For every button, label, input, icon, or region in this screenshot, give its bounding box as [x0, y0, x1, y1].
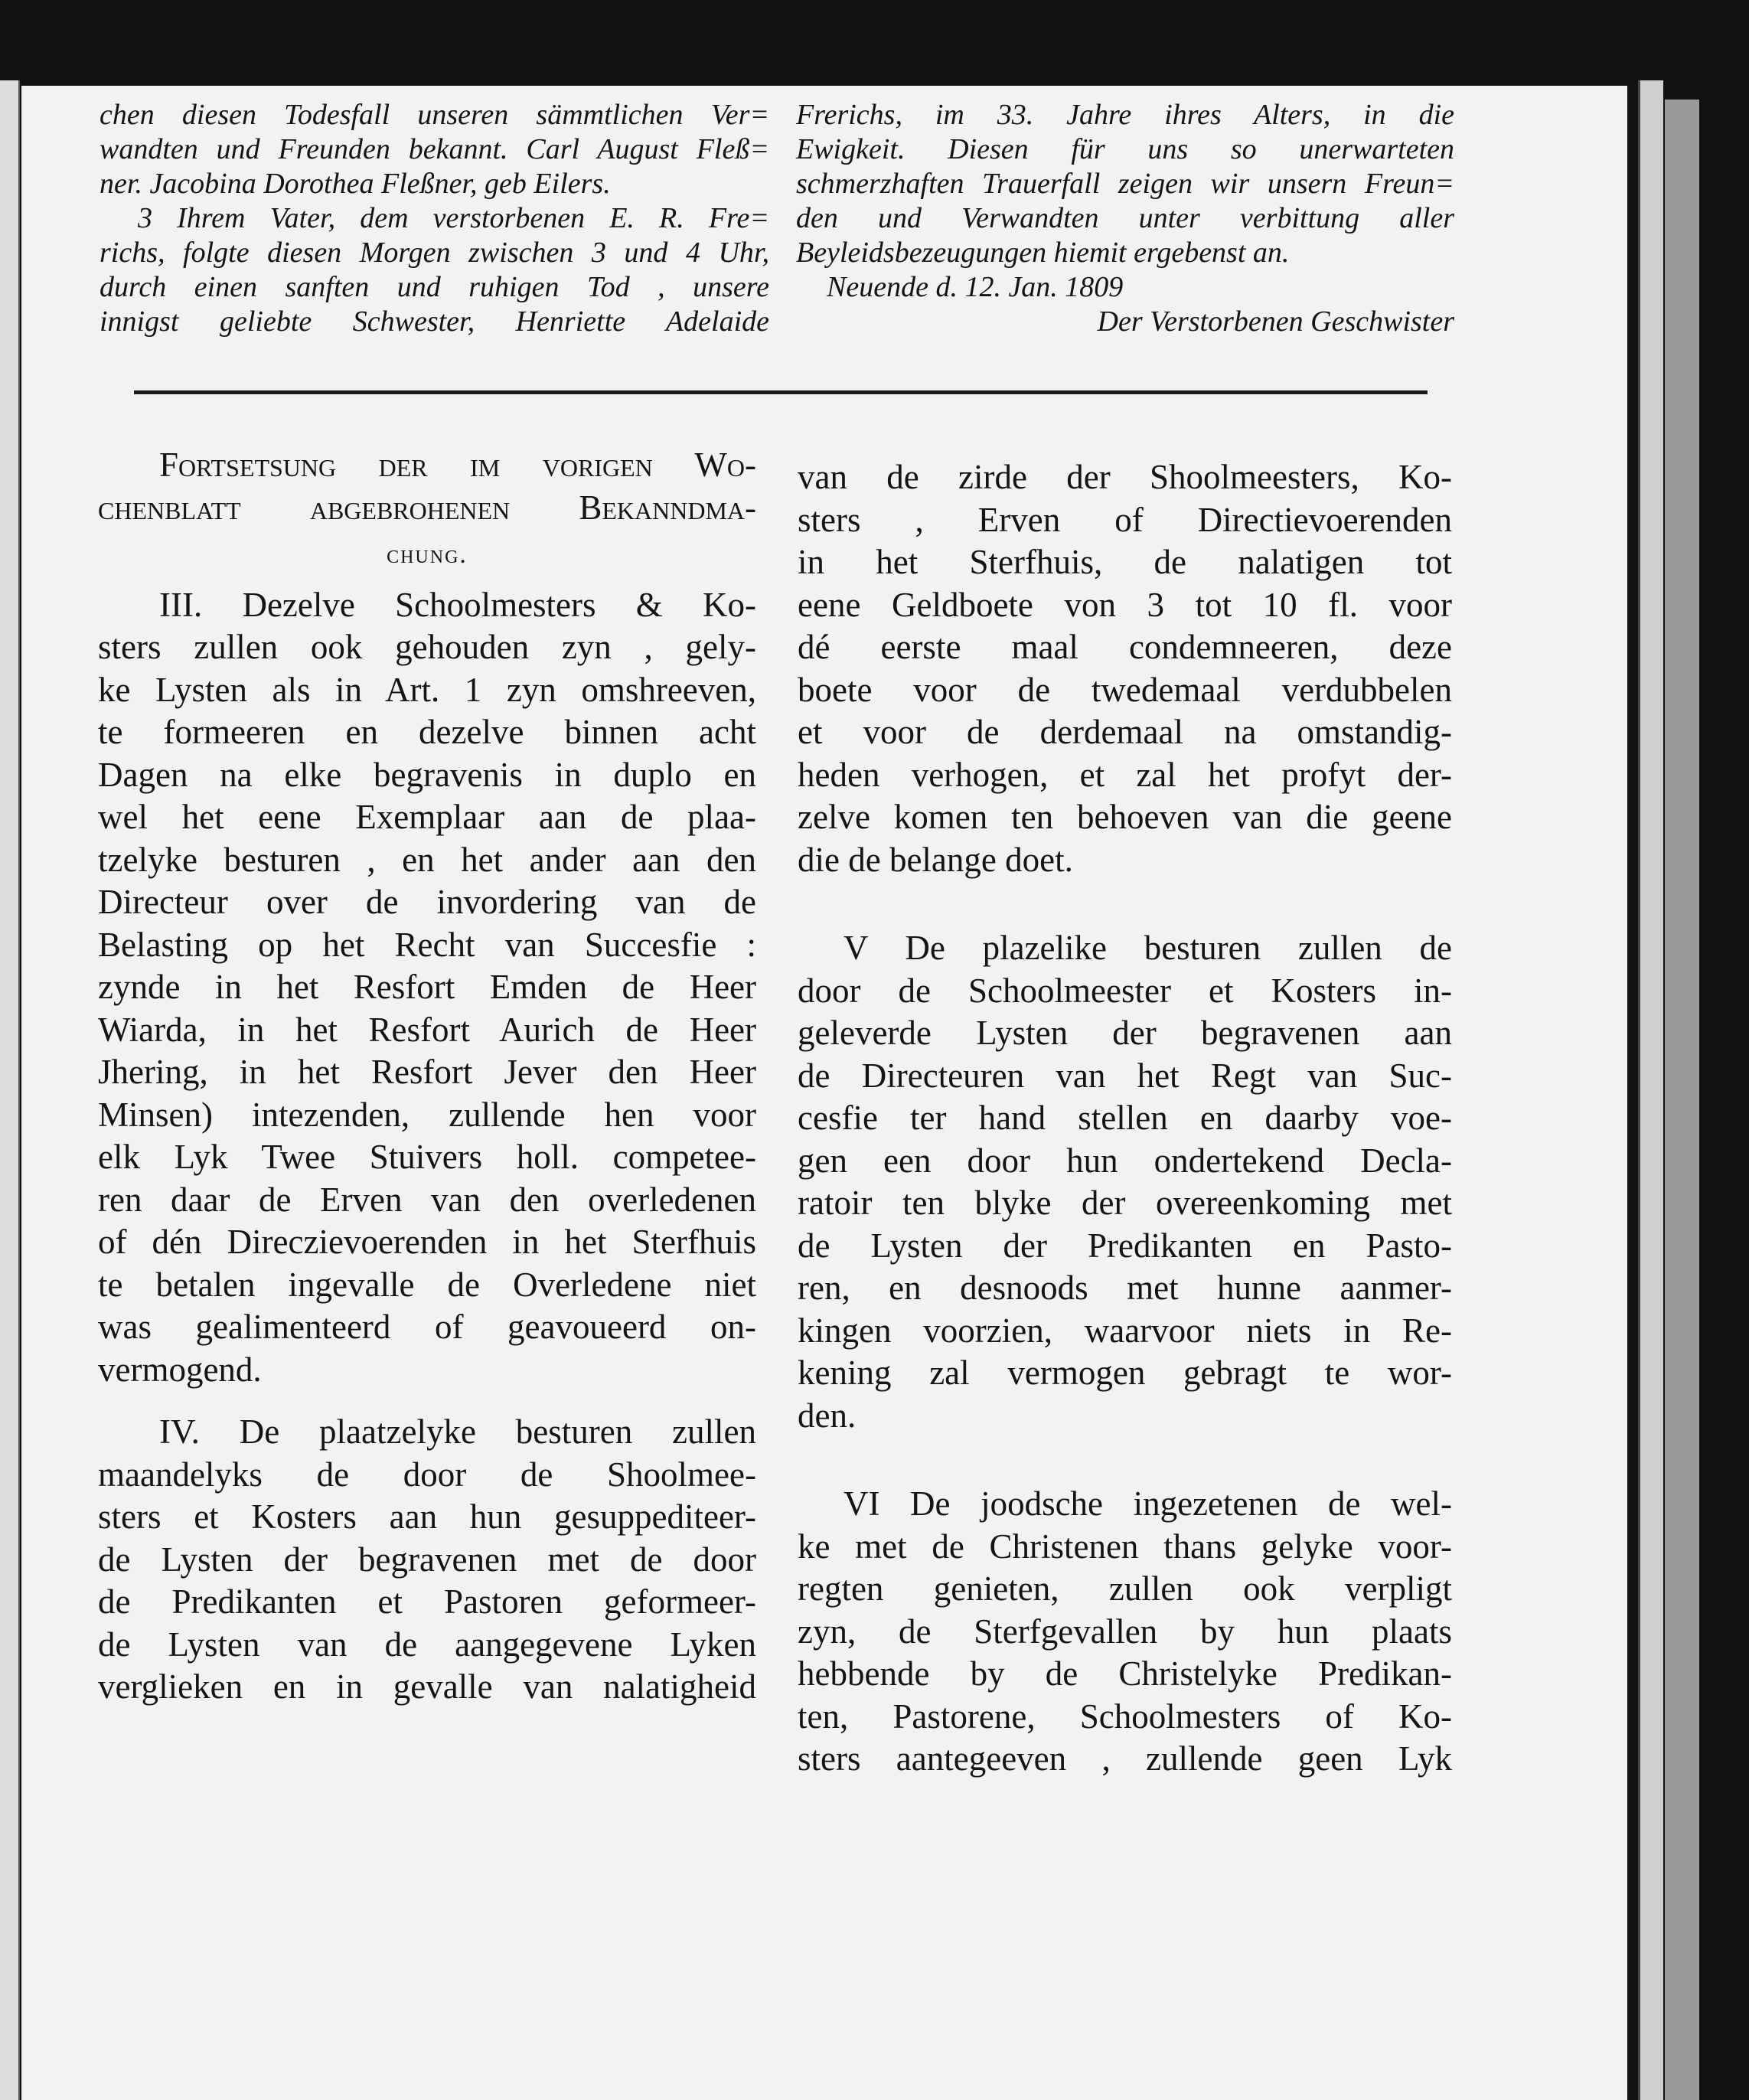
article-line: hebbende by de Christelyke Predikan-: [798, 1654, 1452, 1693]
notice-line: Ewigkeit. Diesen für uns so unerwarteten: [796, 133, 1454, 165]
notice-line: ner. Jacobina Dorothea Fleßner, geb Eilers.: [100, 168, 611, 200]
article-line: sters aantegeeven , zullende geen Lyk: [798, 1739, 1452, 1778]
announcement-left-column: [98, 444, 756, 1709]
article-line: was gealimenteerd of geavoueerd on-: [98, 1308, 756, 1346]
article-line: ke Lysten als in Art. 1 zyn omshreeven,: [98, 670, 756, 709]
article-line: de Lysten van de aangegevene Lyken: [98, 1625, 756, 1664]
announcement-heading: Fortsetsung der im vorigen Wo-: [159, 446, 756, 484]
article-line: ren daar de Erven van den overledenen: [98, 1180, 756, 1219]
article-line: de Lysten der Predikanten en Pasto-: [798, 1226, 1452, 1265]
notice-line: 3 Ihrem Vater, dem verstorbenen E. R. Fre=: [138, 202, 769, 234]
page-stack-edge: [1665, 100, 1699, 2100]
article-line: VI De joodsche ingezetenen de wel-: [844, 1484, 1452, 1523]
article-line: tzelyke besturen , en het ander aan den: [98, 840, 756, 879]
article-line: gen een door hun ondertekend Decla-: [798, 1141, 1452, 1180]
notice-line: durch einen sanften und ruhigen Tod , unsere: [100, 271, 769, 303]
article-line: verglieken en in gevalle van nalatigheid: [98, 1667, 756, 1706]
article-line: kingen voorzien, waarvoor niets in Re-: [798, 1311, 1452, 1350]
notice-right-column: [796, 98, 1454, 339]
notice-date: Neuende d. 12. Jan. 1809: [827, 271, 1124, 303]
page-edge-right: [1638, 80, 1663, 2100]
announcement-heading-end: chung.: [387, 541, 468, 569]
article-line: door de Schoolmeester et Kosters in-: [798, 971, 1452, 1010]
article-line: Minsen) intezenden, zullende hen voor: [98, 1095, 756, 1134]
notice-line: Frerichs, im 33. Jahre ihres Alters, in die: [796, 99, 1454, 131]
article-line: IV. De plaatzelyke besturen zullen: [159, 1413, 756, 1451]
article-line: Belasting op het Recht van Succesfie :: [98, 925, 756, 964]
notice-line: den und Verwandten unter verbittung aller: [796, 202, 1454, 234]
article-line: wel het eene Exemplaar aan de plaa-: [98, 798, 756, 836]
section-divider: [134, 390, 1428, 394]
article-line: zyn, de Sterfgevallen by hun plaats: [798, 1612, 1452, 1651]
article-line: vermogend.: [98, 1350, 262, 1389]
article-line: et voor de derdemaal na omstandig-: [798, 713, 1452, 751]
article-line: Wiarda, in het Resfort Aurich de Heer: [98, 1010, 756, 1049]
article-line: III. Dezelve Schoolmesters & Ko-: [159, 585, 756, 624]
article-line: ke met de Christenen thans gelyke voor-: [798, 1527, 1452, 1566]
article-line: eene Geldboete von 3 tot 10 fl. voor: [798, 585, 1452, 624]
notice-line: wandten und Freunden bekannt. Carl August Fleß=: [100, 133, 769, 165]
article-line: Dagen na elke begravenis in duplo en: [98, 755, 756, 794]
article-line: te formeeren en dezelve binnen acht: [98, 713, 756, 751]
article-line: zynde in het Resfort Emden de Heer: [98, 968, 756, 1006]
article-line: V De plazelike besturen zullen de: [844, 929, 1452, 967]
article-line: heden verhogen, et zal het profyt der-: [798, 755, 1452, 794]
article-line: sters et Kosters aan hun gesuppediteer-: [98, 1497, 756, 1536]
article-line: te betalen ingevalle de Overledene niet: [98, 1265, 756, 1304]
notice-line: richs, folgte diesen Morgen zwischen 3 und 4 Uhr,: [100, 237, 769, 269]
article-line: die de belange doet.: [798, 840, 1073, 879]
article-line: elk Lyk Twee Stuivers holl. competee-: [98, 1138, 756, 1176]
article-line: cesfie ter hand stellen en daarby voe-: [798, 1099, 1452, 1137]
article-line: zelve komen ten behoeven van die geene: [798, 798, 1452, 836]
article-line: of dén Direczievoerenden in het Sterfhuis: [98, 1223, 756, 1261]
notice-line: Beyleidsbezeugungen hiemit ergebenst an.: [796, 237, 1290, 269]
notice-left-column: [100, 98, 769, 339]
article-line: de Lysten der begravenen met de door: [98, 1540, 756, 1579]
article-line: ten, Pastorene, Schoolmesters of Ko-: [798, 1697, 1452, 1736]
notice-line: chen diesen Todesfall unseren sämmtlichen Ver=: [100, 99, 769, 131]
notice-line: schmerzhaften Trauerfall zeigen wir unsern Freun=: [796, 168, 1454, 200]
article-line: sters , Erven of Directievoerenden: [798, 500, 1452, 539]
announcement-right-column: [798, 456, 1452, 1781]
article-line: van de zirde der Shoolmeesters, Ko-: [798, 458, 1452, 496]
article-line: boete voor de twedemaal verdubbelen: [798, 670, 1452, 709]
article-line: ratoir ten blyke der overeenkoming met: [798, 1184, 1452, 1222]
article-line: sters zullen ook gehouden zyn , gely-: [98, 628, 756, 666]
article-line: geleverde Lysten der begravenen aan: [798, 1014, 1452, 1052]
article-line: kening zal vermogen gebragt te wor-: [798, 1354, 1452, 1392]
article-line: maandelyks de door de Shoolmee-: [98, 1455, 756, 1494]
notice-signature: Der Verstorbenen Geschwister: [1097, 305, 1454, 338]
book-spine-left: [0, 80, 20, 2100]
article-line: Jhering, in het Resfort Jever den Heer: [98, 1053, 756, 1091]
announcement-heading: chenblatt abgebrohenen Bekanndma-: [98, 488, 756, 527]
article-line: dé eerste maal condemneeren, deze: [798, 628, 1452, 666]
article-line: den.: [798, 1396, 857, 1435]
article-line: de Predikanten et Pastoren geformeer-: [98, 1582, 756, 1621]
article-line: in het Sterfhuis, de nalatigen tot: [798, 543, 1452, 581]
article-line: Directeur over de invordering van de: [98, 883, 756, 921]
article-line: regten genieten, zullen ook verpligt: [798, 1569, 1452, 1608]
article-line: de Directeuren van het Regt van Suc-: [798, 1056, 1452, 1095]
article-line: ren, en desnoods met hunne aanmer-: [798, 1269, 1452, 1307]
notice-line: innigst geliebte Schwester, Henriette Adelaide: [100, 305, 769, 338]
